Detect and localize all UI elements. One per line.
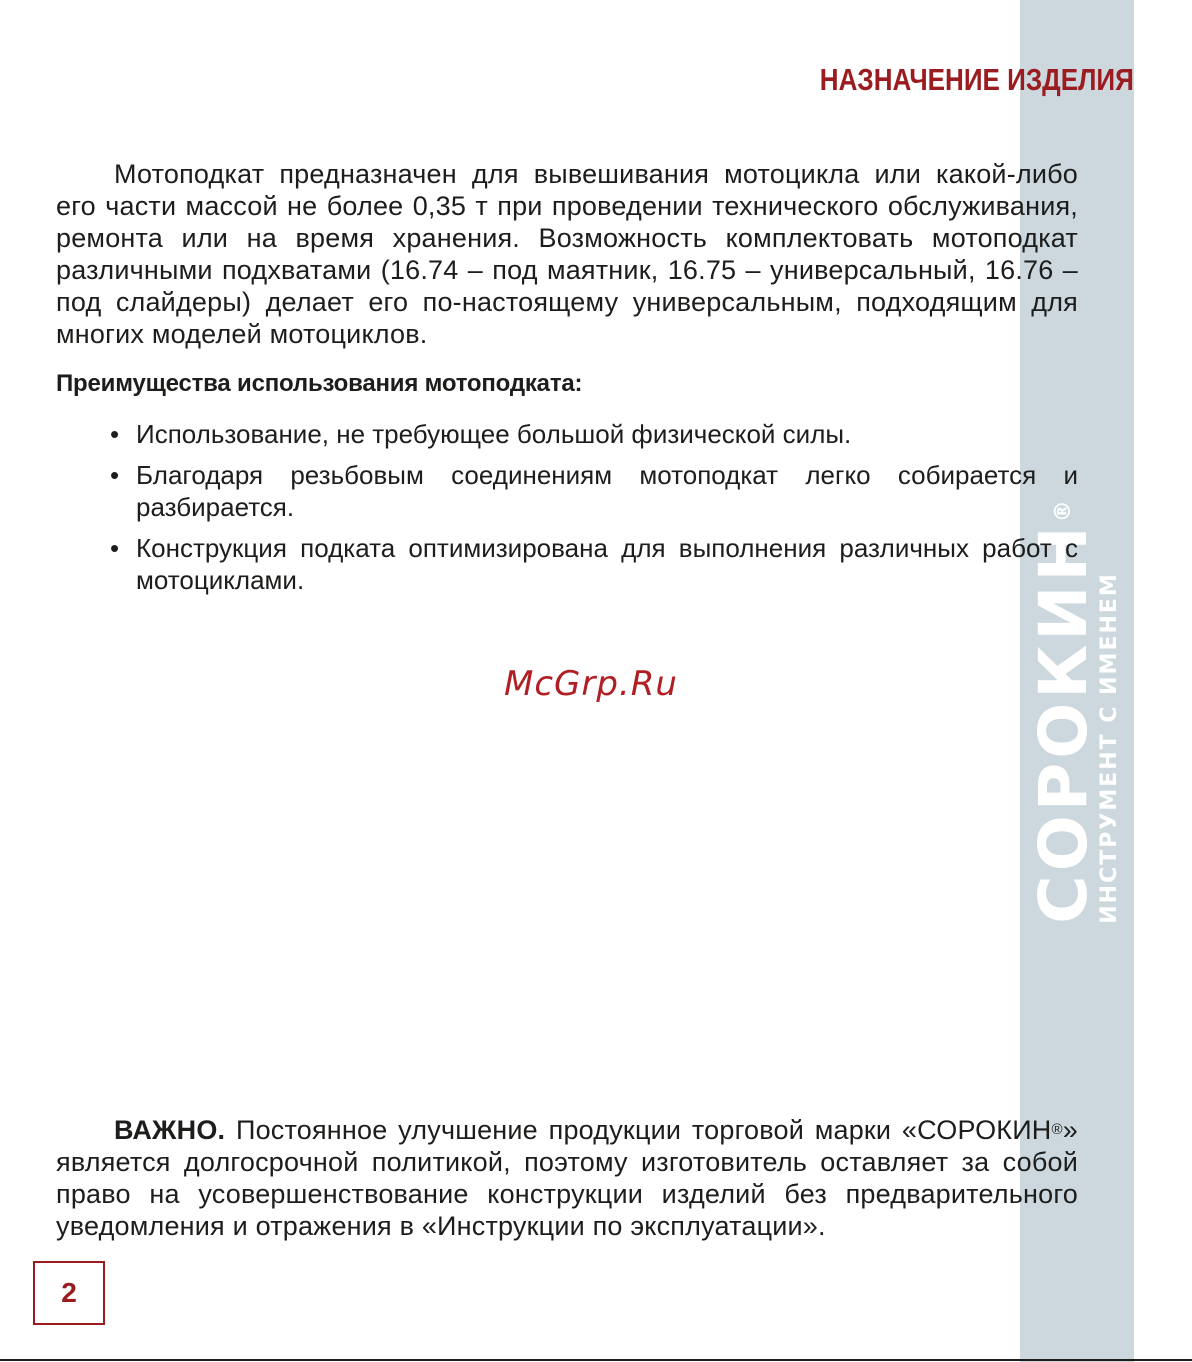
advantages-list (110, 418, 1078, 605)
notice-paragraph (56, 1114, 1078, 1242)
notice-reg-mark: ® (1051, 1121, 1063, 1138)
notice-label: ВАЖНО. (114, 1115, 226, 1145)
intro-paragraph: Мотоподкат предназначен для вывешивания мотоцикла или какой-либо его части массой не более 0,35 т при проведении технического обслуживания, ремонта или на время хранения. Возможность комплектовать мотоподкат различными подхватами (16.74 – под маятник, 16.75 – универсальный, 16.76 – под слайдеры) делает его по-настоящему универсальным, подходящим для многих моделей мотоциклов. (56, 159, 1078, 349)
intro-section (56, 158, 1078, 350)
brand-tagline: ИНСТРУМЕНТ С ИМЕНЕМ (1097, 572, 1122, 924)
advantages-heading: Преимущества использования мотоподката: (56, 370, 583, 397)
notice-section (56, 1114, 1078, 1242)
bottom-divider (0, 1359, 1192, 1361)
page-title: НАЗНАЧЕНИЕ ИЗДЕЛИЯ (819, 62, 1134, 97)
list-item: • Использование, не требующее большой физической силы. (110, 418, 1078, 450)
notice-text-after: » является долгосрочной политикой, поэтому изготовитель оставляет за собой право на усовершенствование конструкции изделий без предварительного уведомления и отражения в «Инструкции по эксплуатации». (56, 1115, 1078, 1241)
list-item: • Конструкция подката оптимизирована для выполнения различных работ с мотоциклами. (110, 532, 1078, 596)
brand-name: СОРОКИН (1025, 522, 1102, 924)
list-item: • Благодаря резьбовым соединениям мотоподкат легко собирается и разбирается. (110, 459, 1078, 523)
page-number: 2 (33, 1261, 105, 1325)
notice-text-before: Постоянное улучшение продукции торговой марки «СОРОКИН (225, 1115, 1052, 1145)
watermark: McGrp.Ru (504, 664, 678, 704)
brand-reg-mark: ® (1051, 496, 1076, 523)
